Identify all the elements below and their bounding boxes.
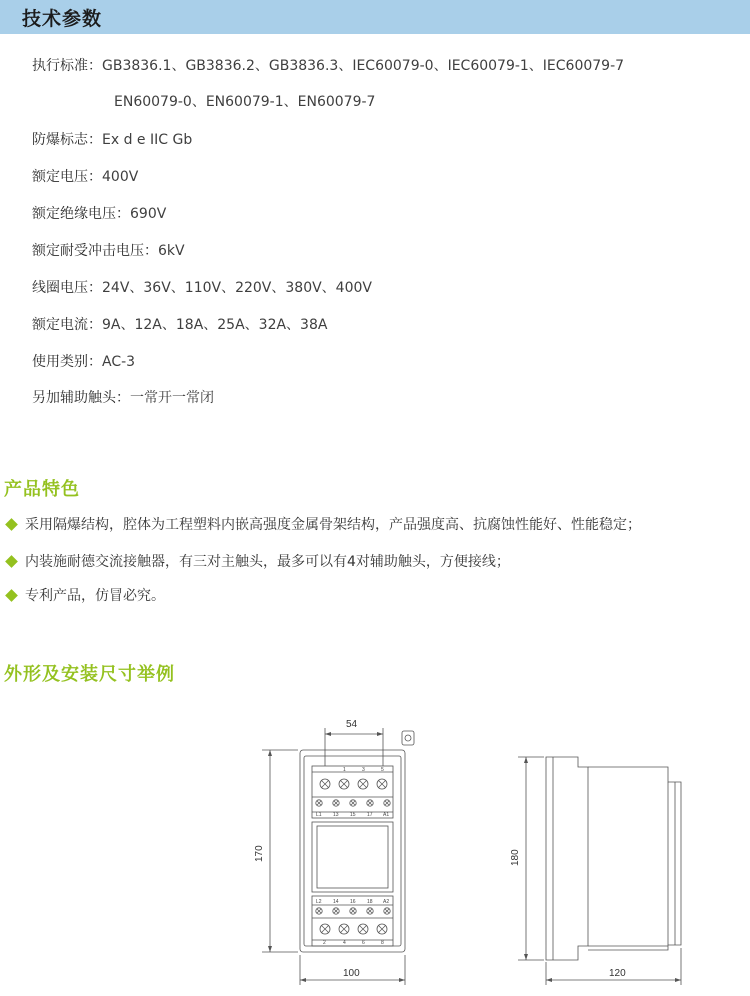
- dim-label-54: 54: [346, 719, 358, 730]
- spec-label: 线圈电压：: [32, 280, 102, 296]
- terminal-label: A2: [383, 899, 390, 905]
- spec-label: 额定耐受冲击电压：: [32, 243, 158, 259]
- feature-text: 专利产品，仿冒必究。: [25, 588, 165, 604]
- dim-label-100: 100: [343, 968, 360, 979]
- terminal-label: L2: [316, 899, 322, 905]
- spec-value: 6kV: [158, 243, 185, 259]
- terminal-label: 5: [381, 767, 384, 773]
- terminal-label: A1: [383, 812, 390, 818]
- terminal-label: 8: [381, 940, 384, 946]
- spec-value: 9A、12A、18A、25A、32A、38A: [102, 317, 328, 333]
- mounting-lug: [402, 731, 414, 745]
- spec-value: 24V、36V、110V、220V、380V、400V: [102, 280, 372, 296]
- spec-label: 防爆标志：: [32, 132, 102, 148]
- spec-value: 690V: [130, 206, 167, 222]
- spec-label: 使用类别：: [32, 354, 102, 370]
- spec-value: 一常开一常闭: [130, 390, 214, 406]
- spec-value: AC-3: [102, 354, 136, 370]
- window-panel: [312, 822, 393, 892]
- dim-label-120: 120: [609, 968, 626, 979]
- side-back-section: [546, 757, 588, 960]
- mounting-hole: [405, 735, 411, 741]
- terminal-label: 14: [333, 899, 339, 905]
- spec-label: 额定绝缘电压：: [32, 206, 130, 222]
- terminal-label: 16: [350, 899, 356, 905]
- section-title-dimensions: 外形及安装尺寸举例: [4, 664, 175, 685]
- section-title-specs: 技术参数: [22, 8, 103, 30]
- terminal-label: 18: [367, 899, 373, 905]
- feature-text: 内装施耐德交流接触器，有三对主触头，最多可以有4对辅助触头，方便接线；: [25, 554, 510, 570]
- spec-label: 执行标准：: [32, 58, 102, 74]
- terminal-label: L1: [316, 812, 322, 818]
- spec-label: 额定电压：: [32, 169, 102, 185]
- section-title-features: 产品特色: [4, 479, 80, 500]
- feature-text: 采用隔爆结构，腔体为工程塑料内嵌高强度金属骨架结构，产品强度高、抗腐蚀性能好、性能稳定；: [25, 517, 641, 533]
- spec-value: Ex d e IIC Gb: [102, 132, 193, 148]
- terminal-label: 17: [367, 812, 373, 818]
- side-front-section: [588, 767, 681, 950]
- front-body: [300, 750, 405, 952]
- spec-label: 额定电流：: [32, 317, 102, 333]
- terminal-label: 2: [323, 940, 326, 946]
- spec-row-standard-cont: EN60079-0、EN60079-1、EN60079-7: [114, 94, 376, 110]
- terminal-label: 15: [350, 812, 356, 818]
- spec-value: GB3836.1、GB3836.2、GB3836.3、IEC60079-0、IEC60079-1、IEC60079-7: [102, 58, 625, 74]
- spec-label: 另加辅助触头：: [32, 390, 130, 406]
- terminal-label: 6: [362, 940, 365, 946]
- dim-label-170: 170: [254, 845, 265, 862]
- terminal-label: 3: [362, 767, 365, 773]
- front-inner: [304, 756, 401, 946]
- terminal-label: 1: [343, 767, 346, 773]
- window-inner: [317, 826, 388, 888]
- terminal-label: 13: [333, 812, 339, 818]
- dim-label-180: 180: [510, 849, 521, 866]
- terminal-label: 4: [343, 940, 346, 946]
- top-terminal-box: [312, 766, 393, 818]
- spec-value: 400V: [102, 169, 139, 185]
